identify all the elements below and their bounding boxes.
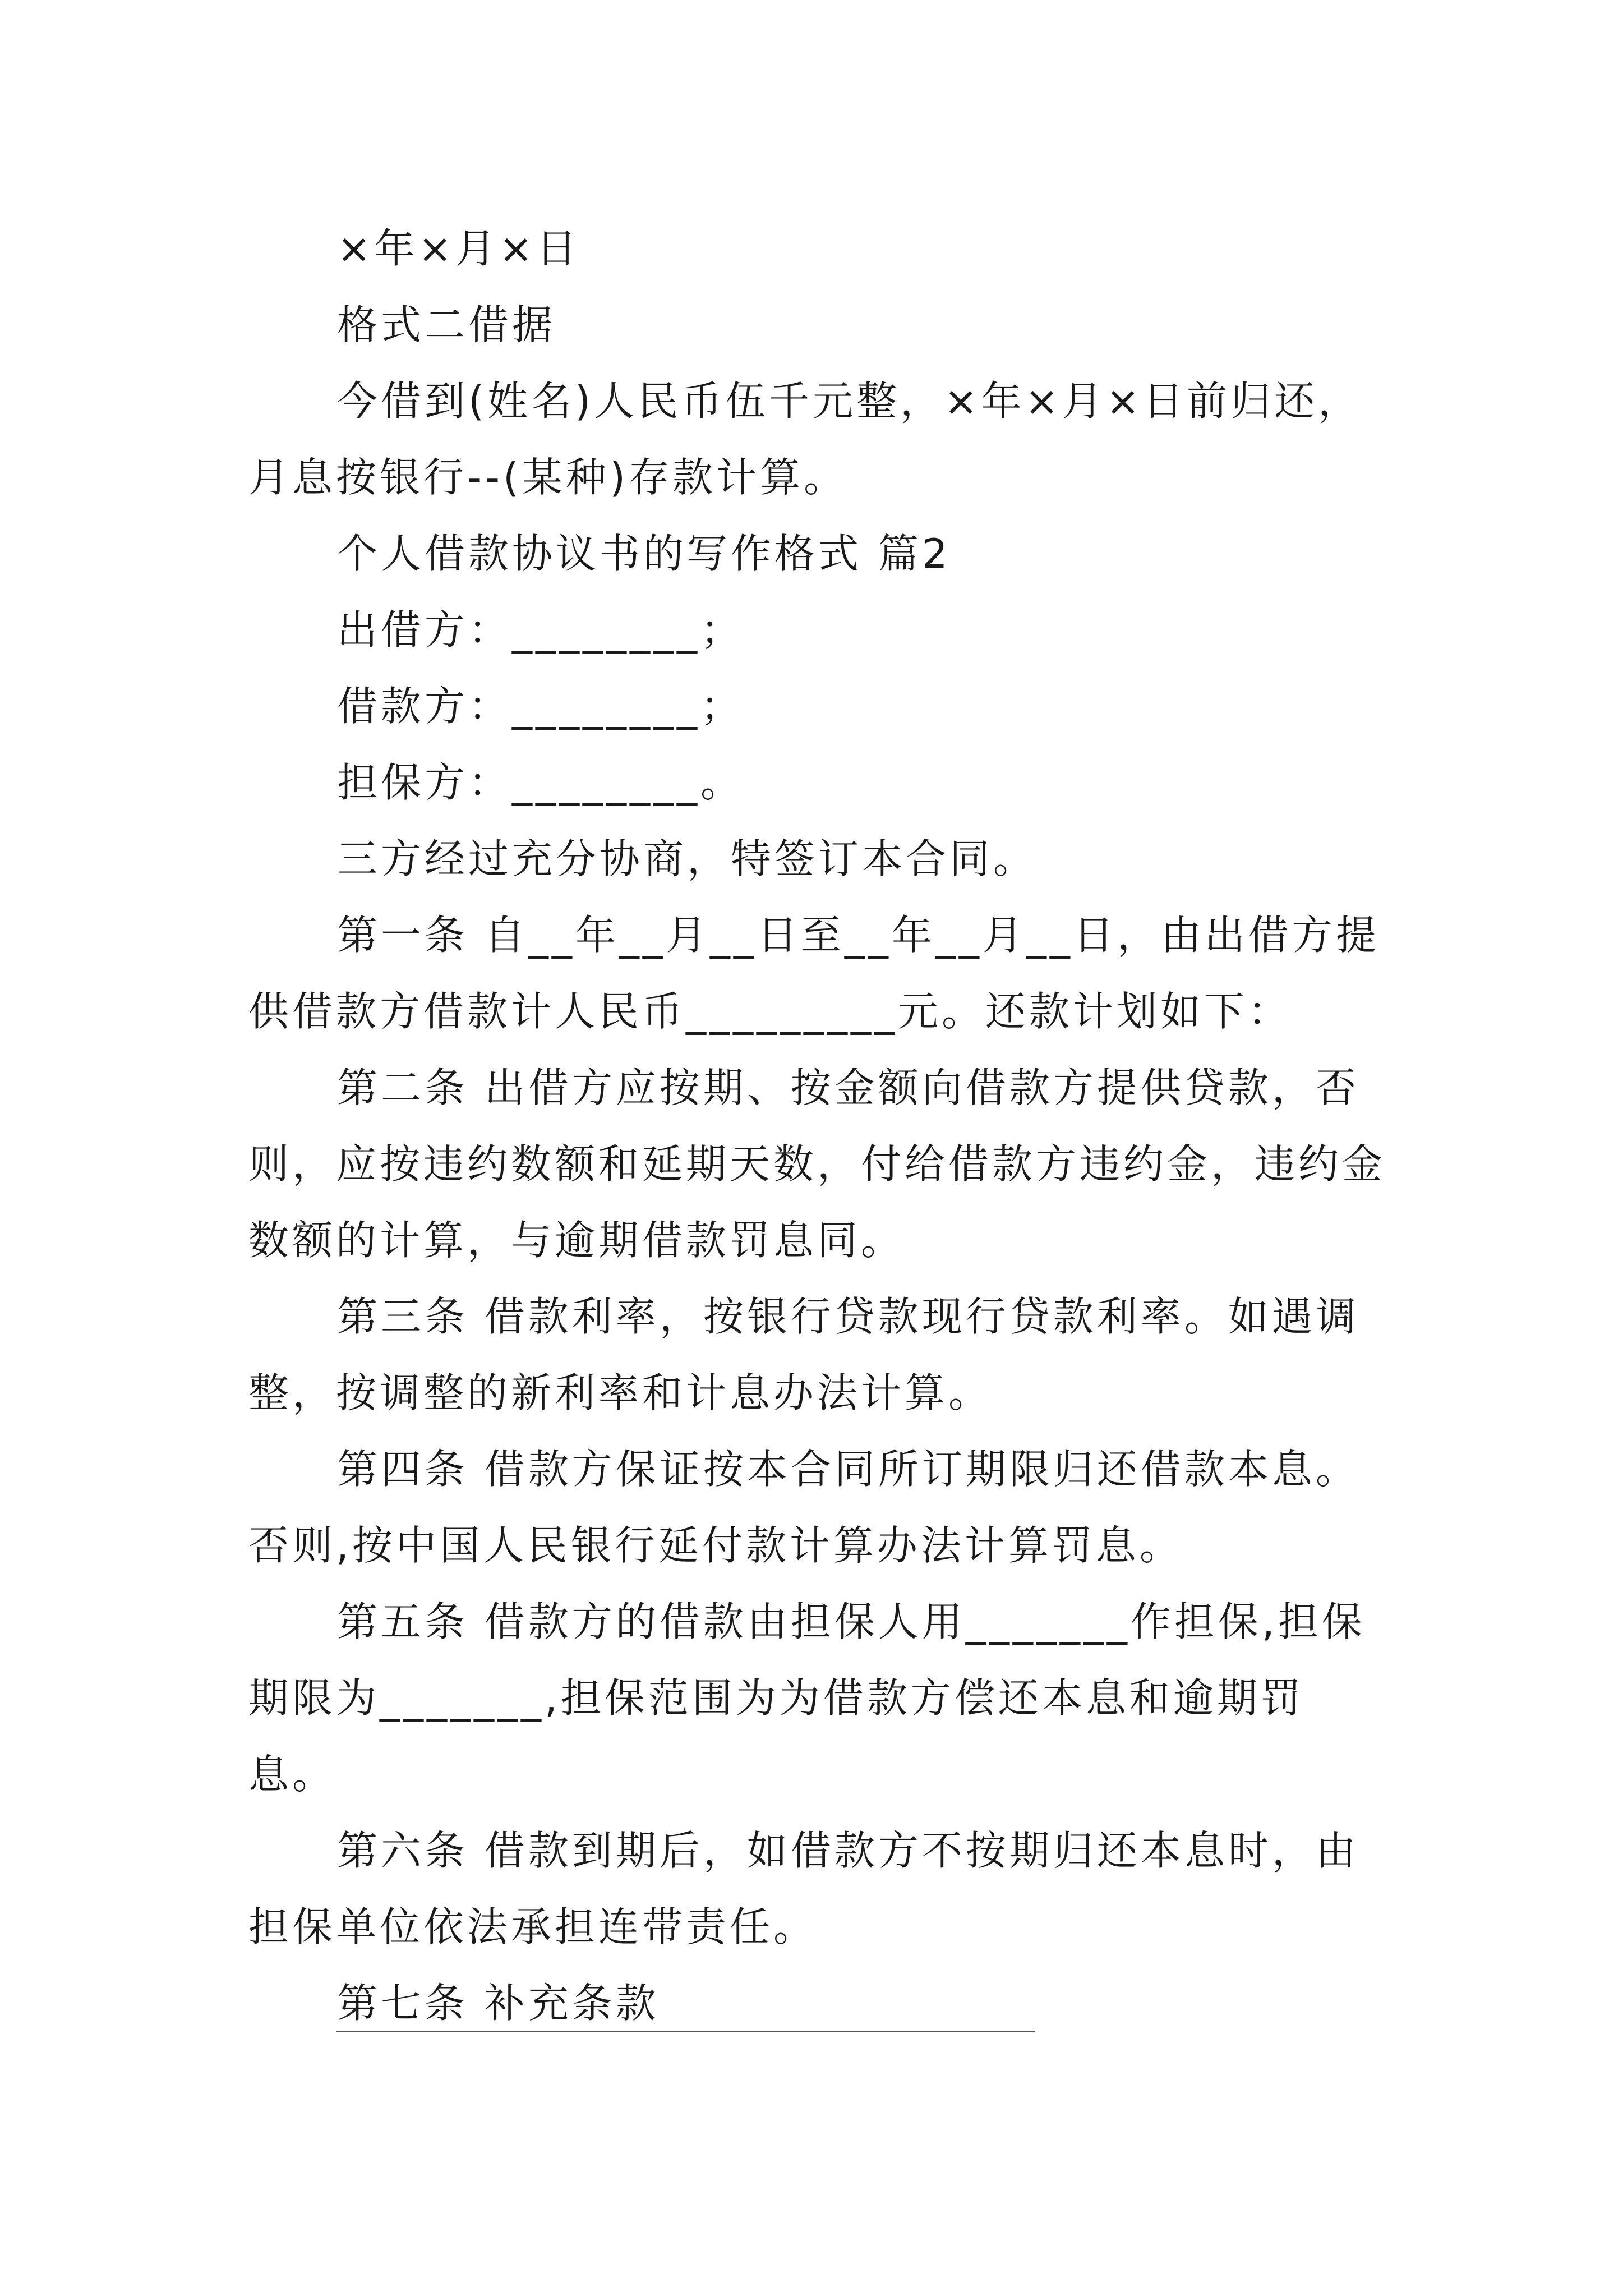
date-line: ×年×月×日 — [337, 225, 580, 272]
article-7: 第七条 补充条款 — [337, 1980, 660, 2027]
article-2: 第二条 出借方应按期、按金额向借款方提供贷款，否则，应按违约数额和延期天数，付给借款方违约金，违约金数额的计算，与逾期借款罚息同。 — [248, 1064, 1386, 1264]
supplementary-terms-blank-line — [336, 2031, 1035, 2032]
guarantor-line: 担保方：________。 — [337, 759, 745, 806]
format-two-heading: 格式二借据 — [337, 301, 556, 348]
article-4: 第四条 借款方保证按本合同所订期限归还借款本息。否则,按中国人民银行延付款计算办法计算罚息。 — [248, 1446, 1359, 1569]
iou-text: 今借到(姓名)人民币伍千元整，×年×月×日前归还，月息按银行--(某种)存款计算。 — [248, 378, 1362, 501]
article-5: 第五条 借款方的借款由担保人用_______作担保,担保期限为_______,担保范围为为借款方偿还本息和逾期罚息。 — [248, 1598, 1366, 1798]
borrower-line: 借款方：________； — [337, 683, 745, 730]
article-6: 第六条 借款到期后，如借款方不按期归还本息时，由担保单位依法承担连带责任。 — [248, 1827, 1359, 1950]
section-title: 个人借款协议书的写作格式 篇2 — [337, 530, 951, 577]
lender-line: 出借方：________； — [337, 606, 745, 654]
article-3: 第三条 借款利率，按银行贷款现行贷款利率。如遇调整，按调整的新利率和计息办法计算。 — [248, 1293, 1359, 1416]
article-1: 第一条 自__年__月__日至__年__月__日，由出借方提供借款方借款计人民币_________元。还款计划如下： — [248, 912, 1380, 1035]
agreement-intro: 三方经过充分协商，特签订本合同。 — [337, 835, 1038, 882]
document-body — [248, 210, 1387, 2041]
